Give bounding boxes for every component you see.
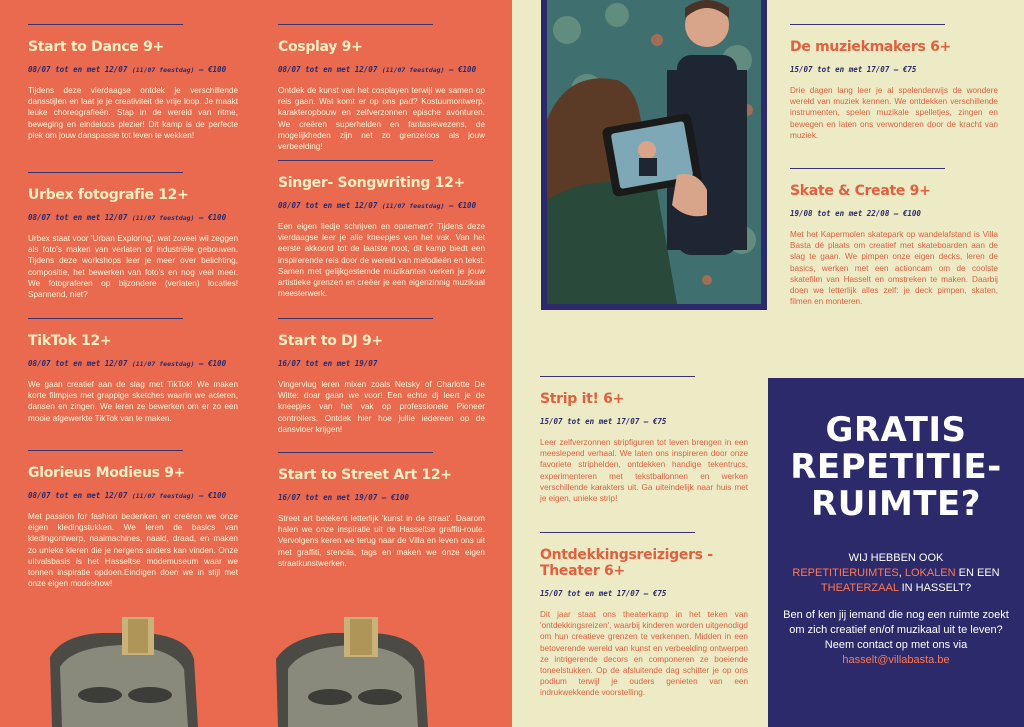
camp-title: Urbex fotografie 12+ (28, 187, 189, 203)
camp-description: Urbex staat voor 'Urban Exploring', wat zoveel wil zeggen als foto's maken van verlaten of industriële gebouwen. Tijdens deze workshops leer je meer over belichting, compositie, het bewerken van foto's en nog veel meer. We fotograferen op bijzondere (verlaten) locaties! Spannend, niet? (28, 234, 238, 300)
camp-description: Met het Kapermolen skatepark op wandelafstand is Villa Basta dé plaats om creatief met skateboarden aan de slag te gaan. We pimpen onze eigen decks, leren de basics, werken met een actioncam om de coolste skatefilm van Hasselt en omstreken te maken. Daarbij doen we letterlijk alles zelf: je deck pimpen, skaten, filmen en monteren. (790, 230, 998, 307)
divider (278, 318, 433, 319)
camp-date: 15/07 tot en met 17/07 – €75 (790, 65, 917, 74)
divider (540, 376, 695, 377)
cta-spaces-text: WIJ HEBBEN OOK REPETITIERUIMTES, LOKALEN EN EEN THEATERZAAL IN HASSELT? (792, 552, 1000, 594)
divider (540, 532, 695, 533)
camp-muziekmakers (790, 24, 998, 141)
kids-tablet-photo (541, 0, 767, 310)
camp-description: Leer zelfverzonnen stripfiguren tot leven brengen in een meeslepend verhaal. We laten ons inspireren door onze favoriete striphelden, ontdekken handige tekentrucs, experimenteren met tekstballonnen en werken verschillende karakters uit. Ga uiteindelijk naar huis met je eigen, unieke strip! (540, 438, 748, 504)
camp-date: 15/07 tot en met 17/07 – €75 (540, 417, 667, 426)
camp-date: 08/07 tot en met 12/07 (11/07 feestdag) – €100 (28, 65, 227, 74)
camp-title: Skate & Create 9+ (790, 183, 931, 199)
camp-title: Start to Dance 9+ (28, 39, 164, 55)
divider (28, 172, 183, 173)
camp-cosplay (278, 24, 485, 152)
contact-email-link[interactable]: hasselt@villabasta.be (842, 654, 950, 666)
camp-description: Tijdens deze vierdaagse ontdek je verschillende dansstijlen en laat je je creativiteit de vrije loop. Je maakt leuke choreografieën. Stap in de wereld van ritme, beweging en eindeloos plezier! Dit kamp is de perfecte plek om jouw danspassie tot leven te wekken! (28, 86, 238, 140)
camp-title: Strip it! 6+ (540, 391, 624, 407)
divider (278, 452, 433, 453)
camp-date: 08/07 tot en met 12/07 (11/07 feestdag) – €100 (278, 65, 477, 74)
divider (790, 24, 945, 25)
free-rehearsal-space-box (768, 378, 1024, 727)
divider (278, 160, 433, 161)
camp-glorieus-modieus (28, 450, 238, 589)
camp-title: Start to Street Art 12+ (278, 467, 452, 483)
camp-street-art (278, 452, 485, 569)
camp-description: Ontdek de kunst van het cosplayen terwijl we samen op reis gaan. Wat komt er op ons pad? Kostuumontwerp, karakteropbouw en zelfverzonnen epische avonturen. We creëren superhelden en fantasiewezens, de mogelijkheden zijn net zo grenzeloos als jouw verbeelding! (278, 86, 485, 152)
camp-title: Glorieus Modieus 9+ (28, 465, 186, 481)
camp-description: Drie dagen lang leer je al spelenderwijs de wondere wereld van muziek kennen. We ontdekken verschillende instrumenten, spelen muzikale spelletjes, zingen en bewegen en laten ons verwonderen door de kracht van muziek. (790, 86, 998, 140)
camp-title: De muziekmakers 6+ (790, 39, 951, 55)
divider (28, 450, 183, 451)
camp-ontdekkingsreizigers (540, 532, 748, 699)
camp-date: 08/07 tot en met 12/07 (11/07 feestdag) – €100 (28, 359, 227, 368)
camp-date: 19/08 tot en met 22/08 – €100 (790, 209, 921, 218)
camp-start-to-dj (278, 318, 485, 435)
camp-title: TikTok 12+ (28, 333, 112, 349)
camp-strip-it (540, 376, 748, 504)
camp-description: Een eigen liedje schrijven en opnemen? Tijdens deze vierdaagse leer je alle kneepjes van het vak. Van het eerste akkoord tot de laatste noot, dit kamp biedt een inspirerende reis door de wereld van melodieën en tekst. Samen met gelijkgestemde muzikanten verken je jouw artistieke grenzen en creëer je een eigenzinnig muzikaal meesterwerk. (278, 222, 485, 299)
camp-title: Start to DJ 9+ (278, 333, 383, 349)
camp-title: Ontdekkingsreizigers - Theater 6+ (540, 547, 713, 579)
camp-date: 08/07 tot en met 12/07 (11/07 feestdag) – €100 (278, 201, 477, 210)
camp-description: Dit jaar staat ons theaterkamp in het teken van 'ontdekkingsreizen', waarbij kinderen worden uitgenodigd om hun creatieve grenzen te verkennen. Midden in een betoverende wereld van kunst en verbeelding ontwerpen ze intrigerende decors en componeren ze boeiende toneelstukken. Op de afsluitende dag schitter je op ons podium terwijl je ouders genieten van een indrukwekkende voorstelling. (540, 610, 748, 698)
camp-description: Vingervlug leren mixen zoals Netsky of Charlotte De Witte: doar gaan we voor! Een echte dj leert je de kneepjes van het vak op professionele Pioneer controllers. Ontdek hier hoe jullie iedereen op de dansvloer krijgen! (278, 380, 485, 434)
camp-tiktok (28, 318, 238, 424)
camp-start-to-dance (28, 24, 238, 141)
camp-singer-songwriting (278, 160, 485, 299)
camp-date: 16/07 tot en met 19/07 – €100 (278, 493, 409, 502)
divider (28, 318, 183, 319)
camp-description: Met passion for fashion bedenken en creëren we onze eigen kledingstukken. We leren de basics van kledingontwerp, naaimachines, naald, draad, en maken zo unieke kleren die je nergens anders kan vinden. Onze uitvalsbasis is het Hasseltse modemuseum waar we tonnen inspiratie opdoen.Eindigen doen we in stijl met onze eigen modeshow! (28, 512, 238, 589)
camp-description: Street art betekent letterlijk 'kunst in de straat'. Daarom halen we onze inspiratie uit de Hasseltse graffiti-route. Vervolgens keren we terug naar de Villa en leven ons uit met graffiti, stencils, tags en maken we onze eigen straatkunstwerken. (278, 514, 485, 568)
camp-title: Singer- Songwriting 12+ (278, 175, 465, 191)
statue-head-image (42, 617, 202, 727)
statue-head-image (272, 617, 432, 727)
divider (278, 24, 433, 25)
cta-heading: GRATIS REPETITIE- RUIMTE? (790, 410, 1002, 524)
camp-date: 08/07 tot en met 12/07 (11/07 feestdag) – €100 (28, 213, 227, 222)
camp-date: 15/07 tot en met 17/07 – €75 (540, 589, 667, 598)
camp-urbex (28, 172, 238, 300)
divider (790, 168, 945, 169)
camp-description: We gaan creatief aan de slag met TikTok! We maken korte filmpjes met grappige sketches waarin we acteren, dansen en zingen. We leren ze bewerken om er zo een mooie afgewerkte TikTok van te maken. (28, 380, 238, 423)
camp-skate-create (790, 168, 998, 307)
camp-date: 16/07 tot en met 19/07 (278, 359, 378, 368)
divider (28, 24, 183, 25)
camp-title: Cosplay 9+ (278, 39, 363, 55)
camp-date: 08/07 tot en met 12/07 (11/07 feestdag) – €100 (28, 491, 227, 500)
cta-contact-text: Ben of ken jij iemand die nog een ruimte zoekt om zich creatief en/of muzikaal uit te leven? Neem contact op met ons via hasselt@villabasta.be (783, 609, 1009, 666)
